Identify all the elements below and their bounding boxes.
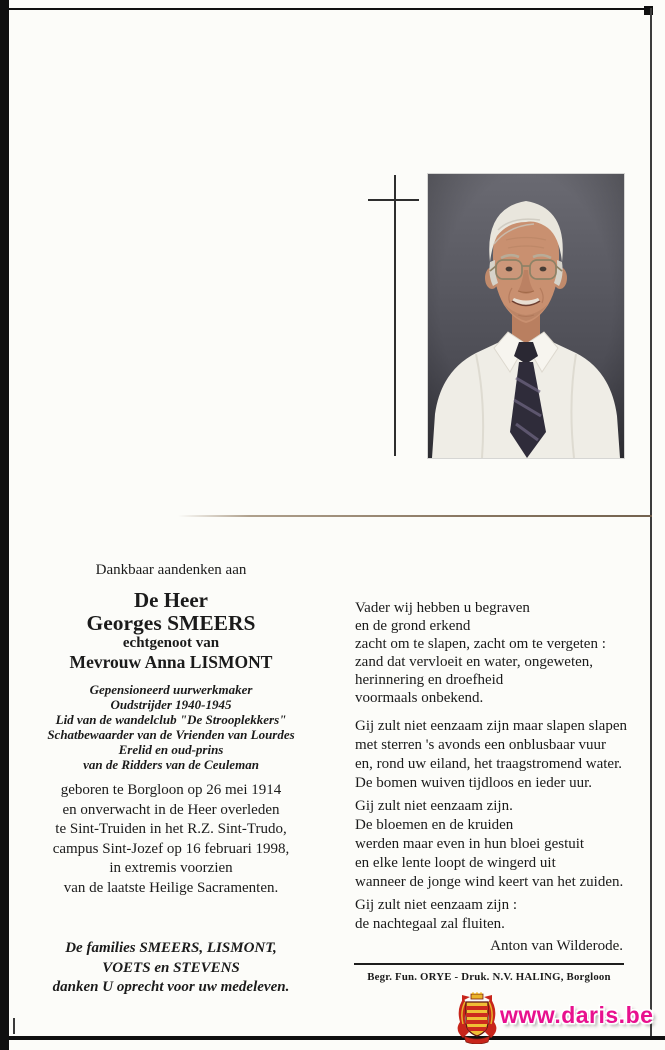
poem-stanza-1	[355, 599, 657, 707]
scan-edge-top	[9, 8, 649, 10]
poem-line: De bloemen en de kruiden	[355, 817, 514, 833]
cross-icon	[368, 199, 419, 201]
watermark-url: www.daris.be	[500, 1002, 654, 1028]
thanks-line: danken U oprecht voor uw medeleven.	[52, 979, 290, 995]
watermark	[452, 990, 665, 1050]
life-dates-block	[14, 781, 328, 898]
life-line: te Sint-Truiden in het R.Z. Sint-Trudo,	[55, 821, 287, 837]
poem-author: Anton van Wilderode.	[490, 938, 623, 954]
bio-line: Oudstrijder 1940-1945	[110, 697, 232, 712]
poem-line: Gij zult niet eenzaam zijn.	[355, 798, 513, 814]
bio-line: Schatbewaarder van de Vrienden van Lourdes	[47, 727, 295, 742]
poem-line: De bomen wuiven tijdloos en ieder uur.	[355, 775, 593, 791]
poem-line: zand dat vervloeit en water, ongeweten,	[355, 654, 594, 670]
scan-artifact-tick	[13, 1018, 15, 1034]
bio-line: Gepensioneerd uurwerkmaker	[89, 682, 253, 697]
life-line: en onverwacht in de Heer overleden	[62, 801, 280, 818]
bio-line: Erelid en oud-prins	[118, 742, 224, 757]
deceased-name: Georges SMEERS	[86, 611, 256, 635]
life-line: van de laatste Heilige Sacramenten.	[63, 879, 279, 896]
bio-line: van de Ridders van de Ceuleman	[83, 757, 259, 772]
poem-line: voormaals onbekend.	[355, 690, 484, 706]
poem-line: en, rond uw eiland, het traagstromend water.	[355, 756, 622, 772]
poem-line: werden maar even in hun bloei gestuit	[355, 836, 585, 852]
poem-stanza-2	[355, 717, 657, 793]
poem-line: Gij zult niet eenzaam zijn maar slapen slapen	[355, 718, 627, 734]
honorific: De Heer	[133, 588, 209, 612]
heraldic-crest-icon	[454, 992, 500, 1044]
dedication-line: Dankbaar aandenken aan	[95, 562, 247, 578]
portrait-photo	[428, 174, 624, 458]
poem-stanza-3	[355, 797, 657, 892]
fold-crease	[178, 515, 652, 517]
poem-line: en de grond erkend	[355, 618, 471, 634]
life-line: geboren te Borgloon op 26 mei 1914	[60, 782, 282, 798]
poem-line: Vader wij hebben u begraven	[355, 600, 530, 616]
portrait-illustration	[428, 174, 624, 458]
left-panel	[14, 561, 328, 898]
spouse-name: Mevrouw Anna LISMONT	[69, 652, 273, 672]
printer-credit: Begr. Fun. ORYE - Druk. N.V. HALING, Borgloon	[367, 971, 611, 983]
poem-line: herinnering en droefheid	[355, 672, 504, 688]
life-line: in extremis voorzien	[109, 860, 233, 876]
footer-rule	[354, 963, 624, 965]
cross-icon	[394, 175, 396, 456]
life-line: campus Sint-Jozef op 16 februari 1998,	[52, 840, 290, 857]
poem-line: zacht om te slapen, zacht om te vergeten :	[355, 636, 606, 652]
poem-stanza-4	[355, 896, 657, 934]
poem-line: met sterren 's avonds een onblusbaar vuur	[355, 737, 606, 753]
thanks-line: VOETS en STEVENS	[102, 959, 240, 976]
biography-block	[14, 682, 328, 772]
family-thanks-block	[6, 939, 336, 998]
thanks-line: De families SMEERS, LISMONT,	[65, 940, 277, 956]
poem-line: en elke lente loopt de wingerd uit	[355, 855, 556, 871]
poem-line: wanneer de jonge wind keert van het zuiden.	[355, 874, 624, 890]
poem-line: Gij zult niet eenzaam zijn :	[355, 897, 518, 913]
spouse-prefix: echtgenoot van	[122, 635, 220, 651]
poem-line: de nachtegaal zal fluiten.	[355, 916, 505, 932]
scan-edge-left	[0, 0, 9, 1050]
bio-line: Lid van de wandelclub "De Strooplekkers"	[55, 712, 287, 727]
